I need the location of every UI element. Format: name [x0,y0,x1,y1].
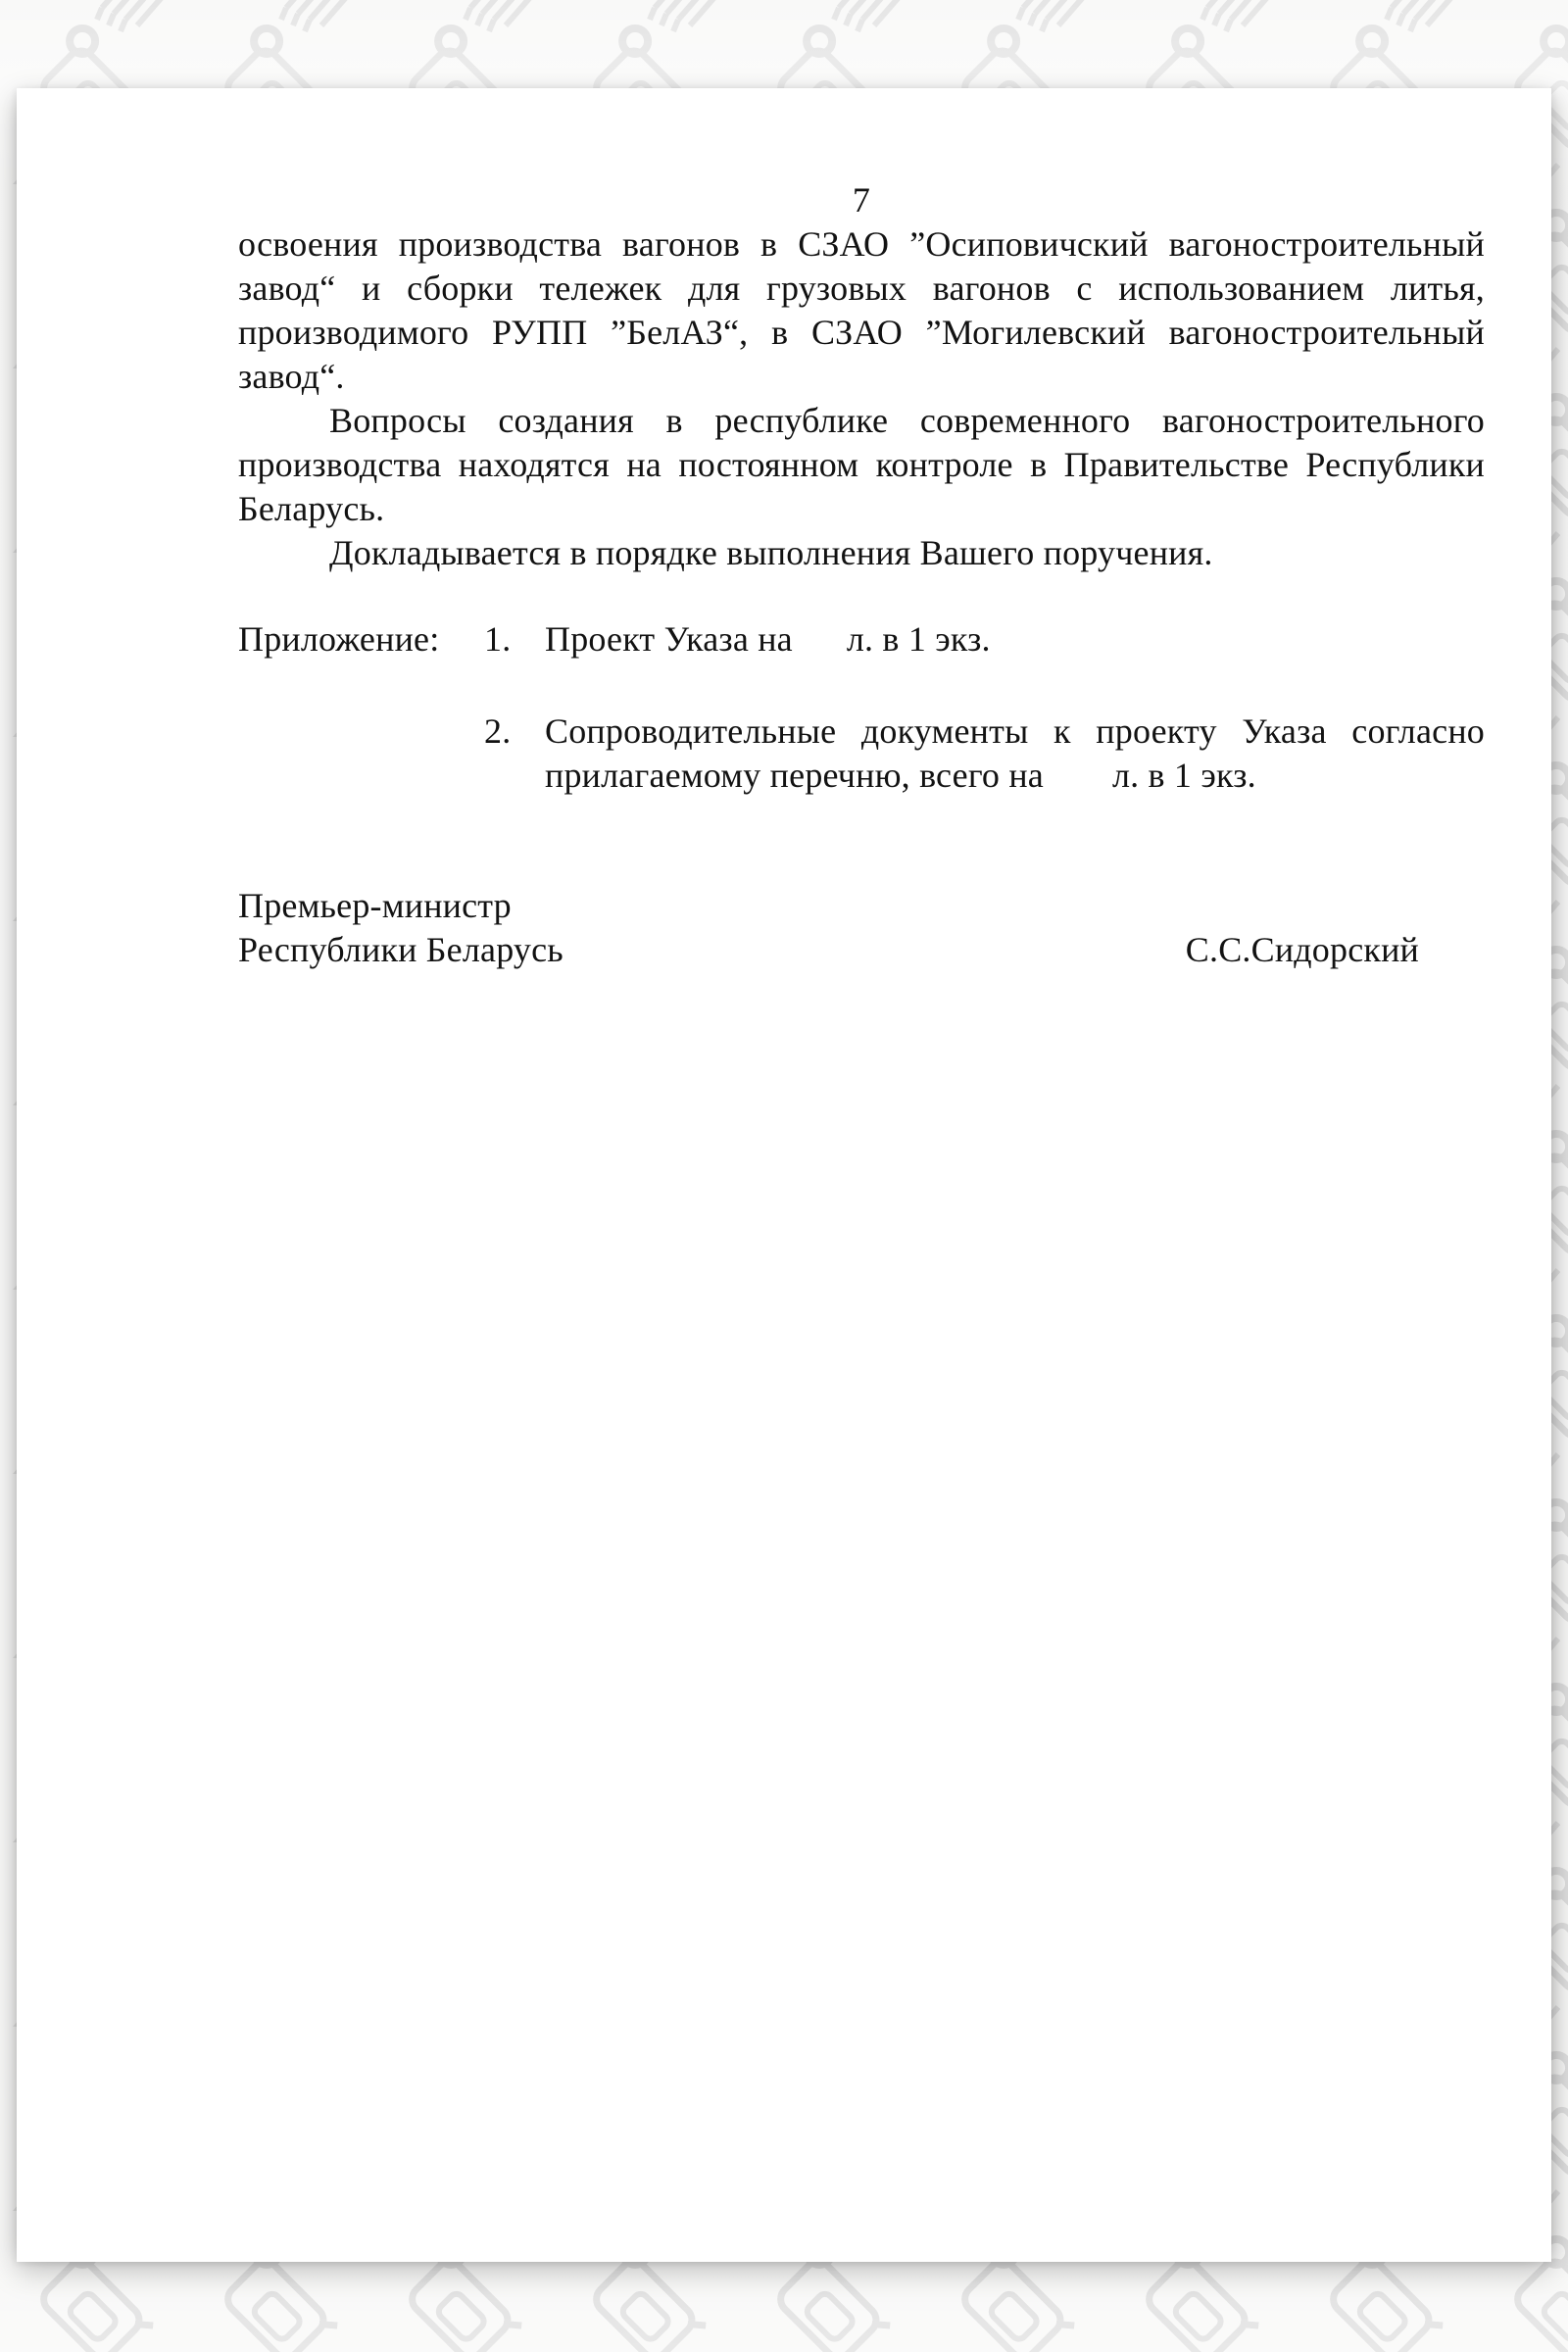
paragraph-production: освоения производства вагонов в СЗАО ”Осиповичский вагоностроительный завод“ и сборки тележек для грузовых вагонов с использованием литья, производимого РУПП ”БелАЗ“, в СЗАО ”Могилевский вагоностроительный завод“. [238,224,1485,396]
attachments-list [484,617,1485,798]
attachment-number: 2. [484,711,512,751]
signature-title [238,884,564,972]
attachment-text [545,617,1485,662]
attachment-number: 1. [484,619,512,659]
attachments-block [238,617,1485,798]
attachment-text-suffix: л. в 1 экз. [1111,756,1256,795]
signature-name: С.С.Сидорский [1185,930,1419,969]
attachment-text-suffix: л. в 1 экз. [846,619,991,659]
signature-title-line2: Республики Беларусь [238,930,564,969]
signature-block [238,884,1485,972]
page-number: 7 [852,180,871,220]
document-page [17,88,1551,2262]
attachment-item [484,710,1485,798]
attachment-text-prefix: Проект Указа на [545,619,793,659]
attachment-text [545,710,1485,798]
page-content [238,88,1485,972]
attachment-text-prefix: Сопроводительные документы к проекту Указа согласно прилагаемому перечню, всего на [545,711,1485,795]
paragraph-report-note: Докладывается в порядке выполнения Вашего поручения. [329,533,1213,572]
attachments-label: Приложение: [238,619,440,659]
paragraph-government-control: Вопросы создания в республике современного вагоностроительного производства находятся на постоянном контроле в Правительстве Республики Беларусь. [238,401,1485,528]
attachment-item [484,617,1485,662]
signature-title-line1: Премьер-министр [238,886,512,925]
